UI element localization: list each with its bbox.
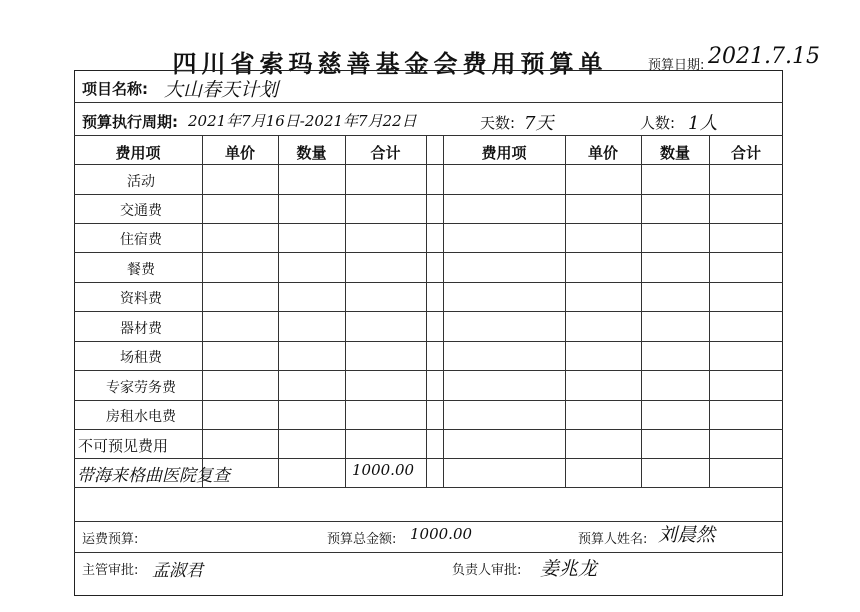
expense-item-venue: 场租费	[120, 350, 162, 366]
col-header-total: 合计	[370, 144, 401, 162]
row-divider	[74, 311, 783, 312]
expense-item-materials: 资料费	[120, 291, 162, 307]
row-divider	[74, 429, 783, 430]
budget-date-label: 预算日期:	[648, 58, 705, 73]
row-divider	[74, 487, 783, 488]
row-divider	[74, 341, 783, 342]
column-divider	[709, 135, 710, 487]
budget-date-value: 2021.7.15	[708, 44, 820, 69]
col-header-unit-price: 单价	[224, 144, 255, 162]
extra-item-total: 1000.00	[352, 461, 415, 479]
people-label: 人数:	[640, 114, 676, 132]
row-divider	[74, 223, 783, 224]
column-divider	[202, 135, 203, 487]
expense-item-lodging: 住宿费	[120, 232, 162, 248]
expense-item-transport: 交通费	[120, 203, 162, 219]
col-header-total: 合计	[730, 144, 761, 162]
people-value: 1人	[688, 113, 718, 134]
row-divider	[74, 370, 783, 371]
row-divider	[74, 194, 783, 195]
form-title: 四川省索玛慈善基金会费用预算单	[172, 49, 608, 78]
expense-item-activity: 活动	[127, 174, 155, 190]
total-amount-value: 1000.00	[410, 525, 473, 543]
row-divider	[74, 400, 783, 401]
column-divider	[278, 135, 279, 487]
col-header-unit-price: 单价	[587, 144, 618, 162]
expense-item-rent-utilities: 房租水电费	[106, 409, 176, 425]
preparer-label: 预算人姓名:	[578, 532, 648, 547]
column-divider	[345, 135, 346, 487]
project-name-label: 项目名称:	[82, 80, 148, 98]
total-amount-label: 预算总金额:	[327, 532, 397, 547]
period-label: 预算执行周期:	[82, 113, 178, 131]
period-value: 2021年7月16日-2021年7月22日	[188, 112, 417, 130]
shipping-budget-label: 运费预算:	[82, 532, 139, 547]
row-divider	[74, 282, 783, 283]
supervisor-signature: 孟淑君	[152, 561, 203, 581]
divider	[74, 135, 783, 136]
expense-item-meals: 餐费	[127, 262, 155, 278]
row-divider	[74, 252, 783, 253]
preparer-signature: 刘晨然	[658, 524, 716, 546]
column-divider	[426, 135, 427, 487]
row-divider	[74, 458, 783, 459]
col-header-item: 费用项	[115, 144, 161, 162]
days-label: 天数:	[480, 114, 516, 132]
extra-item-name: 带海来格曲医院复查	[77, 466, 230, 486]
project-name-value: 大山春天计划	[164, 79, 279, 101]
supervisor-approval-label: 主管审批:	[82, 563, 139, 578]
table-header-divider	[74, 164, 783, 165]
divider	[74, 102, 783, 103]
expense-item-equipment: 器材费	[120, 321, 162, 337]
leader-approval-label: 负责人审批:	[452, 563, 522, 578]
expense-item-expert-fee: 专家劳务费	[106, 380, 176, 396]
col-header-quantity: 数量	[296, 144, 327, 162]
footer-divider	[74, 552, 783, 553]
col-header-item: 费用项	[481, 144, 527, 162]
column-divider	[641, 135, 642, 487]
days-value: 7天	[524, 113, 554, 134]
leader-signature: 姜兆龙	[540, 558, 598, 580]
col-header-quantity: 数量	[659, 144, 690, 162]
expense-item-contingency: 不可预见费用	[78, 437, 169, 455]
column-divider	[565, 135, 566, 487]
column-divider	[443, 135, 444, 487]
